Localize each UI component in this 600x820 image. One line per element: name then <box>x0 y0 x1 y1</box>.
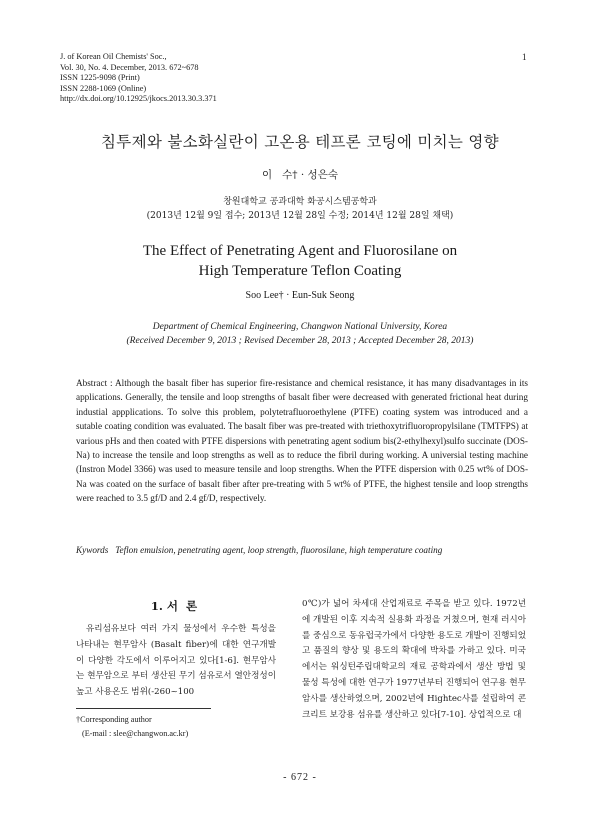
abstract <box>76 376 528 506</box>
page-number-top: 1 <box>522 52 527 62</box>
korean-affiliation-block <box>0 195 600 223</box>
journal-info <box>60 52 217 105</box>
korean-dates: (2013년 12월 9일 접수; 2013년 12월 28일 수정; 2014년 12월 28일 채택) <box>146 211 454 221</box>
footnote-divider <box>76 708 211 709</box>
body-column-right: 0℃)가 넓어 차세대 산업재료로 주목을 받고 있다. 1972년에 개발된 이후 지속적 실용화 과정을 거쳤으며, 현재 러시아를 중심으로 동유럽국가에서 다양한 용도로 개발이 진행되었고 품질의 향상 및 용도의 확대에 박차를 가하고 있다. 미국에서는 워싱턴주립대학교의 재료 공학과에서 생산 방법 및 물성 특성에 대한 연구가 1977년부터 진행되어 연구용 현무암사를 생산하였으며, 2002년에 Hightec사를 설립하여 콘크리트 보강용 섬유를 생산하고 있다[7-10]. 상업적으로 대 <box>302 599 526 720</box>
footnote-corresponding: †Corresponding author <box>76 715 152 724</box>
footnote <box>76 713 188 740</box>
korean-affiliation: 창원대학교 공과대학 화공시스템공학과 <box>223 197 377 207</box>
journal-line: Vol. 30, No. 4. December, 2013. 672~678 <box>60 62 199 72</box>
journal-line: ISSN 1225-9098 (Print) <box>60 73 140 83</box>
keywords <box>76 545 536 555</box>
korean-title: 침투제와 불소화실란이 고온용 테프론 코팅에 미치는 영향 <box>101 133 499 151</box>
keywords-label: Kywords <box>76 545 109 555</box>
doi-link[interactable]: http://dx.doi.org/10.12925/jkocs.2013.30.3.371 <box>60 94 217 104</box>
english-affiliation: Department of Chemical Engineering, Changwon National University, Korea <box>152 322 448 332</box>
english-dates: (Received December 9, 2013 ; Revised December 28, 2013 ; Accepted December 28, 2013) <box>126 336 474 346</box>
english-authors: Soo Lee† · Eun-Suk Seong <box>245 290 355 301</box>
page-number-bottom: - 672 - <box>283 772 317 783</box>
english-title-line1: The Effect of Penetrating Agent and Fluorosilane on <box>142 243 458 259</box>
section-heading: 1. 서 론 <box>150 599 198 613</box>
body-column-left: 유리섬유보다 여러 가지 물성에서 우수한 특성을 나타내는 현무암사 (Basalt fiber)에 대한 연구개발이 다양한 각도에서 이루어지고 있다[1-6]. 현무암사는 현무암으로 부터 생산된 무기 섬유로서 열안정성이 높고 사용온도 범위(-260~100 <box>76 624 276 698</box>
journal-line: ISSN 2288-1069 (Online) <box>60 83 147 93</box>
korean-authors: 이 수† · 성은숙 <box>262 169 338 181</box>
keywords-text: Teflon emulsion, penetrating agent, loop strength, fluorosilane, high temperature coating <box>115 545 443 555</box>
footnote-email: (E-mail : slee@changwon.ac.kr) <box>82 728 189 738</box>
english-title-line2: High Temperature Teflon Coating <box>198 263 402 279</box>
abstract-text: Although the basalt fiber has superior fire-resistance and chemical resistance, it has many disadvantages in its applications. Generally, the tensile and loop strengths of basalt fiber were decreased with generated frictional heat during industial appplications. To solve this problem, polytetrafluoroethylene (PTFE) coating system was introduced and a sutable coating condition was evaluated. The basalt fiber was pre-treated with triethoxytrifluoropropylsilane (TMTFPS) at various pHs and then coated with PTFE dispersions with penetrating agent sodium bis(2-ethylhexyl)sulfo succinate (DOS-Na) to increase the tensile and loop strengths as well as to reduce the fibril during working. A universial testing machine (Instron Model 3366) was used to measure tensile and loop strengths. When the PTFE dispersion with 0.25 wt% of DOS-Na was coated on the surface of basalt fiber after pre-treating with 5 wt% of PTFE, the highest tensile and loop strengths were reached to 3.5 gf/D and 2.4 gf/D, respectively. <box>76 378 529 504</box>
english-affiliation-block <box>0 320 600 348</box>
english-title <box>0 241 600 281</box>
journal-line: J. of Korean Oil Chemists' Soc., <box>60 52 167 61</box>
abstract-label: Abstract : <box>76 378 113 388</box>
